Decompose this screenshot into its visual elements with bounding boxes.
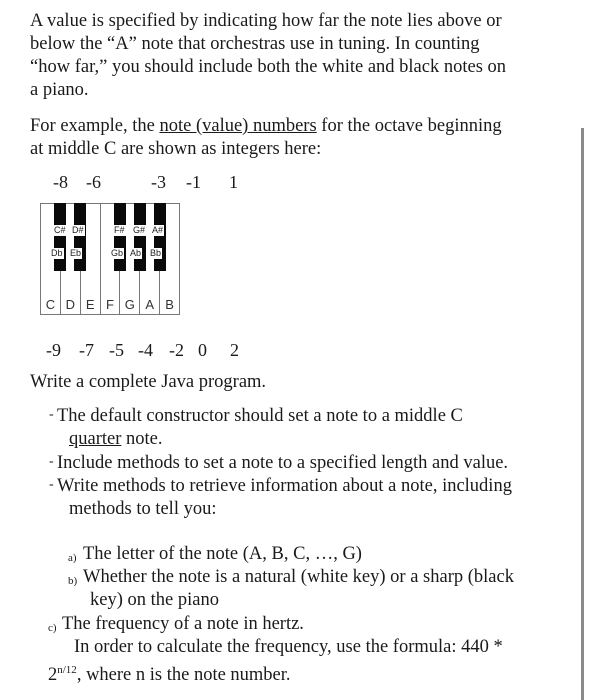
intro-line: below the “A” note that orchestras use in tuning. In counting bbox=[30, 34, 480, 54]
list-marker-c: c) bbox=[48, 622, 57, 634]
sharp-label: D# bbox=[72, 225, 84, 235]
example-text: For example, the bbox=[30, 116, 160, 136]
note-number: 0 bbox=[198, 340, 207, 360]
intro-line: “how far,” you should include both the white and black notes on bbox=[30, 57, 507, 77]
example-text: for the octave beginning bbox=[316, 116, 502, 136]
example-line: at middle C are shown as integers here: bbox=[30, 139, 322, 159]
note-number: -1 bbox=[186, 172, 201, 192]
formula-line bbox=[48, 659, 291, 687]
requirement-text: note. bbox=[121, 429, 163, 449]
white-key-label: F bbox=[106, 297, 114, 312]
list-marker-a: a) bbox=[68, 552, 77, 564]
white-key-label: A bbox=[145, 297, 155, 312]
requirement-text: Write methods to retrieve information about a note, including bbox=[57, 476, 512, 496]
quarter-term: quarter bbox=[69, 429, 122, 449]
item-a: The letter of the note (A, B, C, …, G) bbox=[83, 544, 362, 564]
flat-label: Ab bbox=[130, 248, 142, 258]
flat-label: Db bbox=[51, 248, 63, 258]
requirement-text: The default constructor should set a note to a middle C bbox=[57, 406, 463, 426]
note-number: -2 bbox=[169, 340, 184, 360]
item-text: key) on the piano bbox=[90, 590, 219, 610]
black-key bbox=[114, 203, 126, 271]
task-heading: Write a complete Java program. bbox=[30, 372, 267, 392]
item-c: The frequency of a note in hertz. bbox=[62, 614, 304, 634]
sharp-label: F# bbox=[114, 225, 125, 235]
sharp-label: A# bbox=[152, 225, 164, 235]
intro-line: A value is specified by indicating how far the note lies above or bbox=[30, 11, 502, 31]
black-key bbox=[54, 203, 66, 271]
item-b bbox=[83, 566, 514, 612]
note-number: -9 bbox=[46, 340, 61, 360]
formula-exponent: n/12 bbox=[57, 664, 77, 676]
note-numbers-term: note (value) numbers bbox=[159, 116, 317, 136]
requirement-1 bbox=[57, 405, 463, 451]
requirement-3 bbox=[57, 475, 512, 521]
white-key-label: E bbox=[85, 297, 95, 312]
note-number: 1 bbox=[229, 172, 238, 192]
white-key-label: B bbox=[165, 297, 174, 312]
intro-paragraph bbox=[30, 10, 550, 102]
black-key bbox=[74, 203, 86, 271]
note-number: 2 bbox=[230, 340, 239, 360]
requirement-2: Include methods to set a note to a specified length and value. bbox=[57, 453, 509, 473]
intro-line: a piano. bbox=[30, 80, 89, 100]
black-key bbox=[154, 203, 166, 271]
black-key bbox=[134, 203, 146, 271]
note-number: -8 bbox=[53, 172, 68, 192]
flat-label: Eb bbox=[70, 248, 82, 258]
white-key-label: D bbox=[65, 297, 75, 312]
formula-intro: In order to calculate the frequency, use the formula: 440 * bbox=[74, 637, 503, 657]
flat-label: Gb bbox=[111, 248, 124, 258]
formula-base: 2 bbox=[48, 665, 58, 686]
formula-tail: , where n is the note number. bbox=[76, 665, 291, 686]
note-number: -7 bbox=[79, 340, 94, 360]
piano-keyboard bbox=[40, 203, 180, 315]
sharp-label: C# bbox=[54, 225, 66, 235]
note-number: -4 bbox=[138, 340, 153, 360]
note-number: -6 bbox=[86, 172, 101, 192]
sharp-label: G# bbox=[133, 225, 146, 235]
example-paragraph bbox=[30, 115, 550, 161]
flat-label: Bb bbox=[150, 248, 162, 258]
item-text: Whether the note is a natural (white key) or a sharp (black bbox=[83, 567, 514, 587]
note-number: -5 bbox=[109, 340, 124, 360]
note-number: -3 bbox=[151, 172, 166, 192]
white-key-label: C bbox=[45, 297, 56, 312]
white-key-label: G bbox=[124, 297, 135, 312]
requirement-text: methods to tell you: bbox=[69, 499, 217, 519]
list-marker-b: b) bbox=[68, 575, 78, 587]
right-margin-rule bbox=[581, 128, 584, 700]
